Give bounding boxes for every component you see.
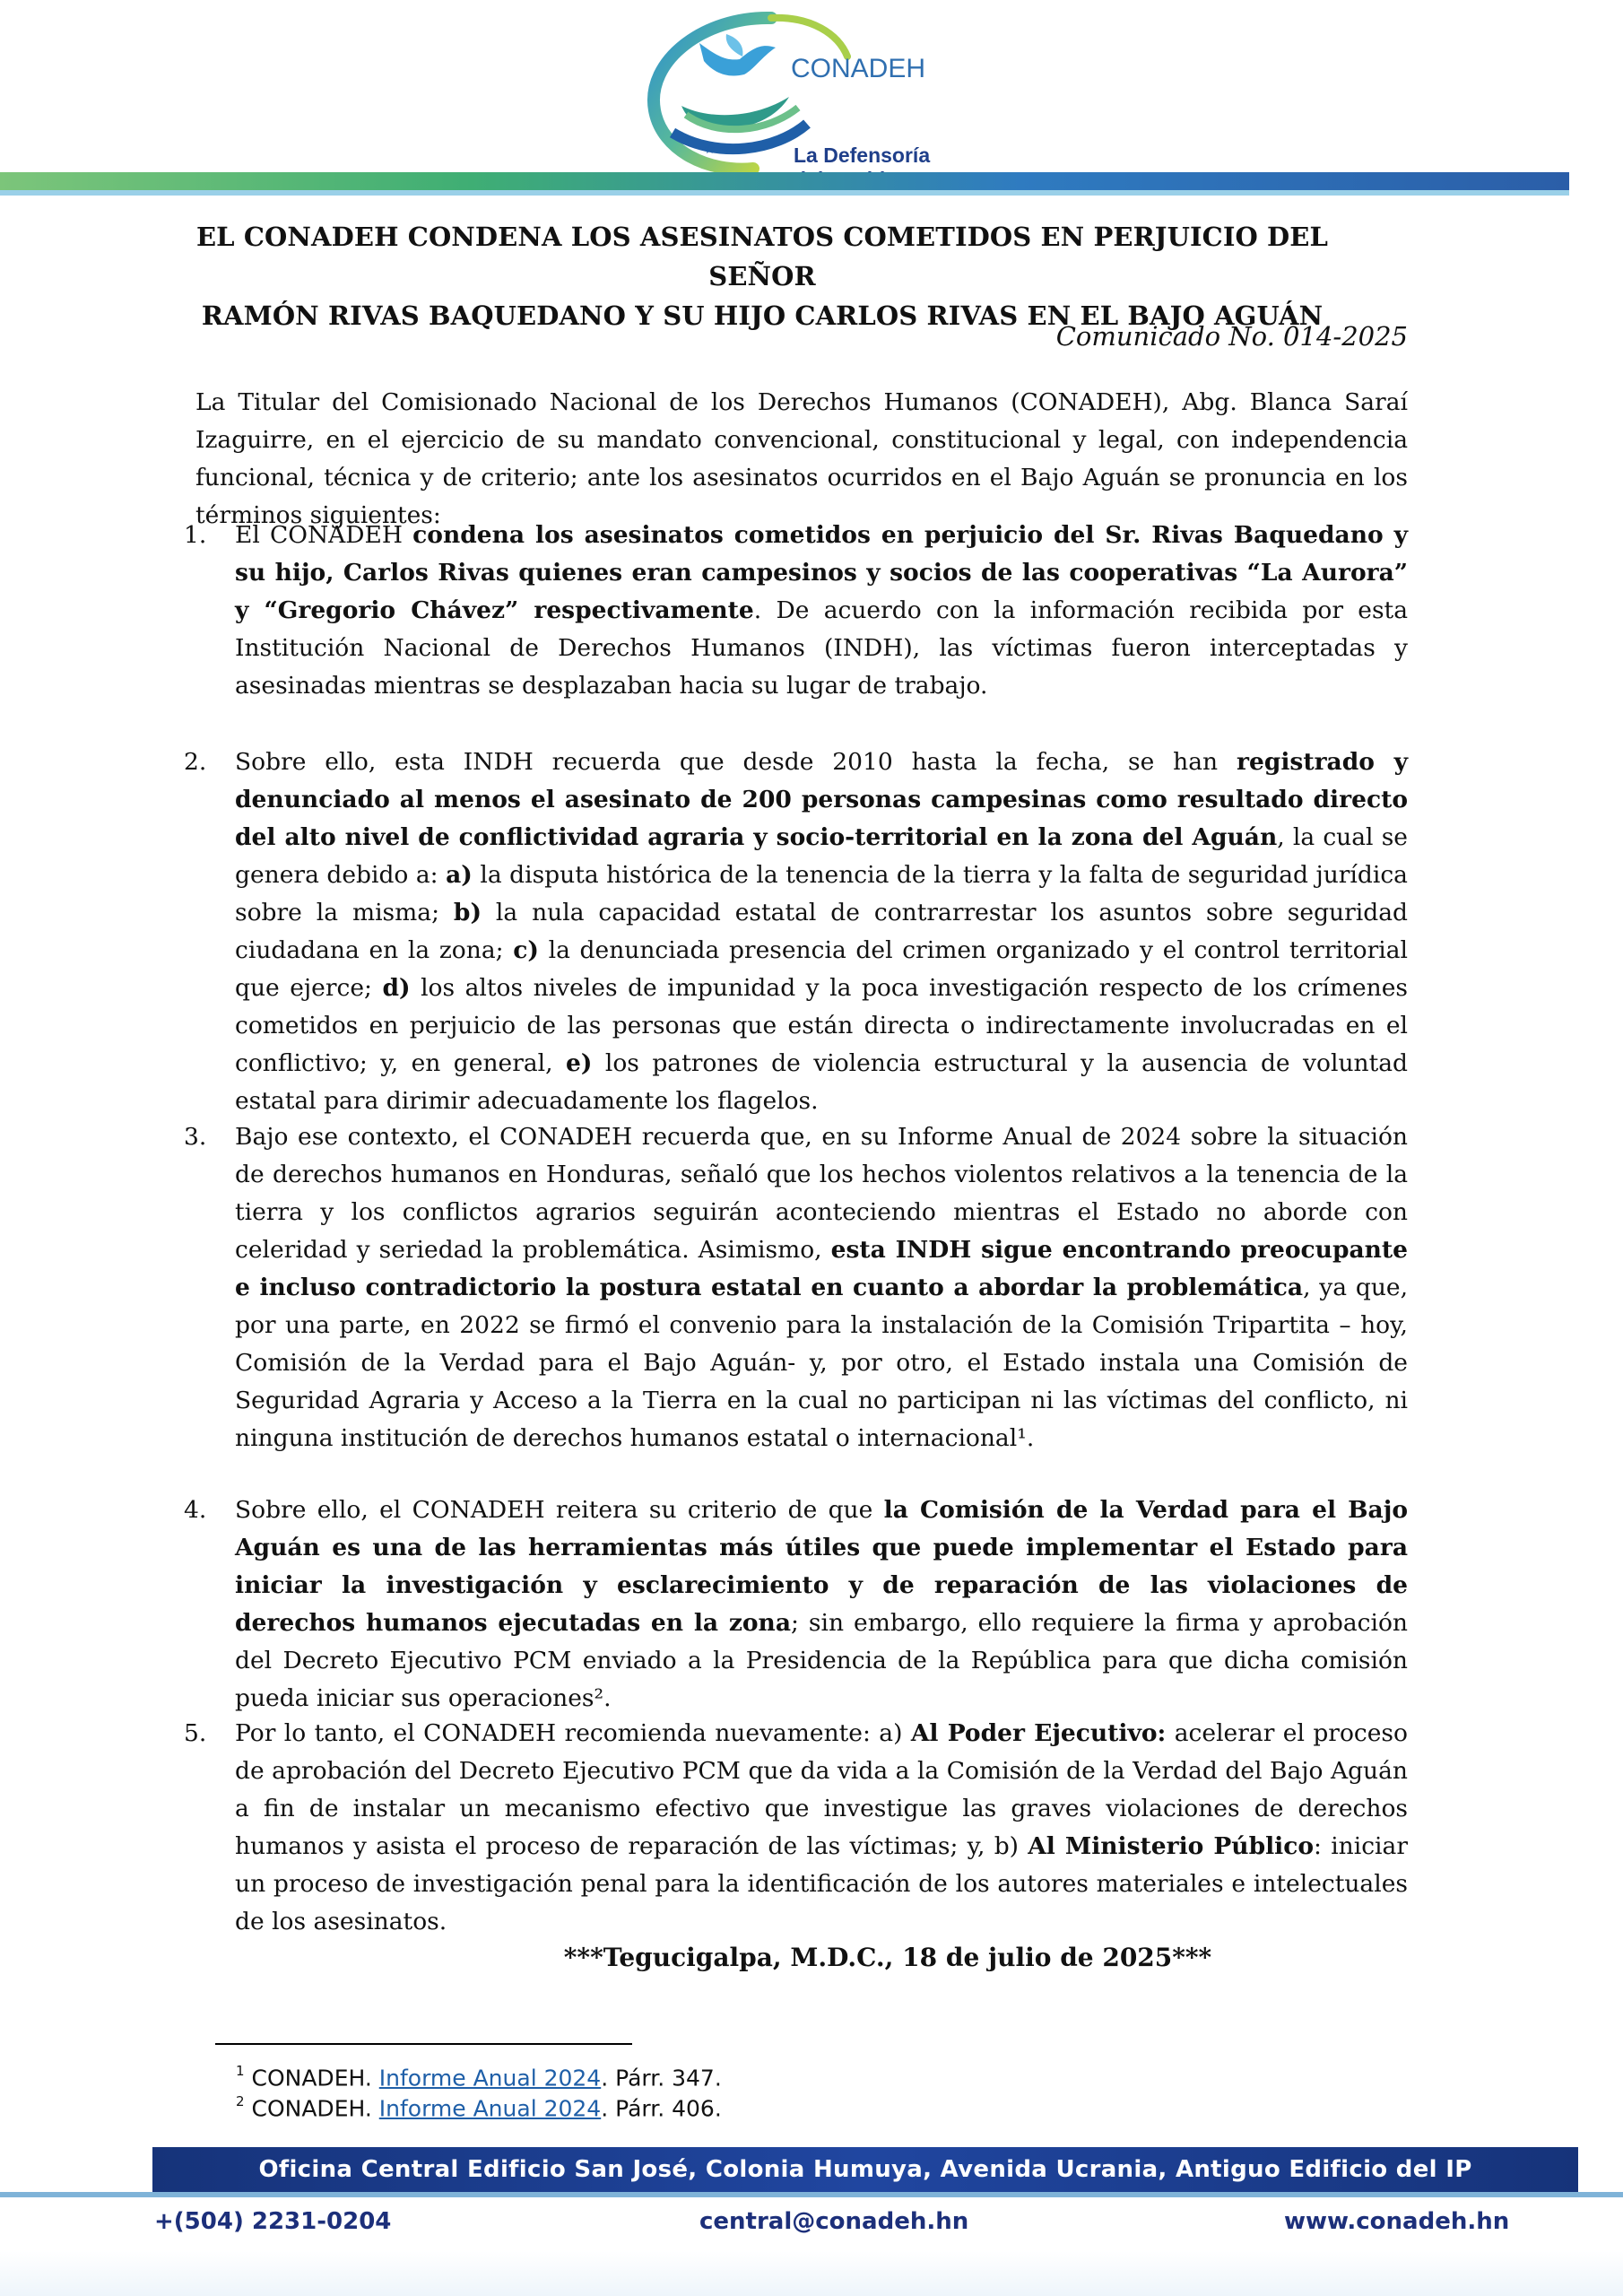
footnote-2 (236, 2088, 722, 2124)
svg-text:★ ★ ★: ★ ★ ★ (704, 143, 746, 157)
footnote-suffix: . Párr. 406. (601, 2095, 722, 2122)
footer-bottom (0, 2251, 1623, 2296)
footer-email[interactable]: central@conadeh.hn (699, 2208, 969, 2235)
bold-text-run: d) (382, 974, 411, 1002)
item-number: 2. (184, 748, 207, 776)
footnote-suffix: . Párr. 347. (601, 2065, 722, 2092)
conadeh-logo (619, 7, 950, 178)
header-bar (0, 172, 1569, 190)
item-text (235, 517, 1408, 705)
intro-paragraph: La Titular del Comisionado Nacional de los Derechos Humanos (CONADEH), Abg. Blanca Saraí Izaguirre, en el ejercicio de su mandato convencional, constitucional y legal, con independencia funcional, técnica y de criterio; ante los asesinatos ocurridos en el Bajo Aguán se pronuncia en los términos siguientes: (195, 388, 1408, 529)
place-date-signature: ***Tegucigalpa, M.D.C., 18 de julio de 2025*** (563, 1943, 1212, 1972)
title-line-2: RAMÓN RIVAS BAQUEDANO Y SU HIJO CARLOS RIVAS EN EL BAJO AGUÁN (201, 300, 1324, 331)
bold-text-run: c) (513, 936, 539, 964)
footnote-prefix: CONADEH. (251, 2065, 379, 2092)
item-number: 4. (184, 1496, 207, 1524)
item-2 (184, 744, 1408, 1120)
footer-address: Oficina Central Edificio San José, Colonia Humuya, Avenida Ucrania, Antiguo Edificio del IP (152, 2147, 1578, 2192)
text-run: la disputa histórica de la tenencia de la tierra y la falta de seguridad jurídica sobre la misma; (235, 861, 1408, 926)
text-run: , la cual se genera debido a: (235, 823, 1408, 889)
item-3 (184, 1118, 1408, 1457)
page-title (179, 217, 1345, 335)
bold-text-run: Al Ministerio Público (1028, 1832, 1315, 1860)
item-number: 1. (184, 521, 207, 549)
bold-text-run: esta INDH sigue encontrando preocupante e incluso contradictorio la postura estatal en cuanto a abordar la problemática (235, 1236, 1409, 1301)
item-number: 5. (184, 1719, 207, 1747)
bold-text-run: e) (566, 1049, 593, 1077)
footer-strip (0, 2192, 1623, 2197)
item-5 (184, 1715, 1408, 1941)
bold-text-run: Al Poder Ejecutivo: (910, 1719, 1167, 1747)
text-run: ; sin embargo, ello requiere la firma y aprobación del Decreto Ejecutivo PCM enviado a la Presidencia de la República para que dicha comisión pueda iniciar sus operaciones². (235, 1609, 1408, 1712)
footnote-prefix: CONADEH. (251, 2095, 379, 2122)
bold-text-run: a) (446, 861, 473, 889)
text-run: acelerar el proceso de aprobación del Decreto Ejecutivo PCM que da vida a la Comisión de la Verdad del Bajo Aguán a fin de instalar un mecanismo efectivo que investigue las graves violaciones de derechos humanos y asista el proceso de reparación de las víctimas; y, b) (235, 1719, 1408, 1860)
text-run: El CONADEH (235, 521, 413, 549)
text-run: Sobre ello, el CONADEH reitera su criterio de que (235, 1496, 884, 1524)
bold-text-run: b) (453, 899, 482, 926)
item-text (235, 1492, 1408, 1718)
text-run: Por lo tanto, el CONADEH recomienda nuevamente: a) (235, 1719, 911, 1747)
text-run: los altos niveles de impunidad y la poca investigación respecto de los crímenes cometidos en perjuicio de las personas que están directa o indirectamente involucradas en el conflictivo; y, en general, (235, 974, 1409, 1077)
bold-text-run: registrado y denunciado al menos el asesinato de 200 personas campesinas como resultado directo del alto nivel de conflictividad agraria y socio-territorial en la zona del Aguán (235, 748, 1408, 851)
text-run: . De acuerdo con la información recibida por esta Institución Nacional de Derechos Humanos (INDH), las víctimas fueron interceptadas y asesinadas mientras se desplazaban hacia su lugar de trabajo. (235, 596, 1409, 700)
text-run: : iniciar un proceso de investigación penal para la identificación de los autores materiales e intelectuales de los asesinatos. (235, 1832, 1409, 1935)
footer-website[interactable]: www.conadeh.hn (1284, 2208, 1510, 2235)
text-run: los patrones de violencia estructural y la ausencia de voluntad estatal para dirimir adecuadamente los flagelos. (235, 1049, 1408, 1115)
text-run: la denunciada presencia del crimen organizado y el control territorial que ejerce; (235, 936, 1408, 1002)
item-number: 3. (184, 1123, 207, 1151)
footnote-mark: 2 (236, 2093, 245, 2109)
text-run: , ya que, por una parte, en 2022 se firmó el convenio para la instalación de la Comisión Tripartita – hoy, Comisión de la Verdad para el Bajo Aguán- y, por otro, el Estado instala una Comisión de Seguridad Agraria y Acceso a la Tierra en la cual no participan ni las víctimas del conflicto, ni ninguna institución de derechos humanos estatal o internacional¹. (235, 1274, 1408, 1452)
item-4 (184, 1492, 1408, 1718)
logo-name: CONADEH (791, 54, 926, 83)
footnote-link[interactable]: Informe Anual 2024 (378, 2095, 602, 2122)
footnote-link[interactable]: Informe Anual 2024 (378, 2065, 602, 2092)
footnote-separator (215, 2043, 632, 2045)
text-run: Sobre ello, esta INDH recuerda que desde 2010 hasta la fecha, se han (235, 748, 1237, 776)
header-bar-accent (0, 190, 1569, 196)
title-line-1: EL CONADEH CONDENA LOS ASESINATOS COMETIDOS EN PERJUICIO DEL SEÑOR (195, 222, 1329, 291)
bold-text-run: condena los asesinatos cometidos en perjuicio del Sr. Rivas Baquedano y su hijo, Carlos Rivas quienes eran campesinos y socios de las cooperativas “La Aurora” y “Gregorio Chávez” respectivamente (235, 521, 1408, 624)
comunicado-number: Comunicado No. 014-2025 (1055, 321, 1408, 352)
text-run: Bajo ese contexto, el CONADEH recuerda que, en su Informe Anual de 2024 sobre la situación de derechos humanos en Honduras, señaló que los hechos violentos relativos a la tenencia de la tierra y los conflictos agrarios seguirán aconteciendo mientras el Estado no aborde con celeridad y seriedad la problemática. Asimismo, (235, 1123, 1408, 1264)
footer-phone: +(504) 2231-0204 (154, 2208, 392, 2235)
logo-tagline: La Defensoría (794, 144, 931, 167)
item-text (235, 744, 1408, 1120)
item-1 (184, 517, 1408, 705)
item-text (235, 1118, 1408, 1457)
text-run: la nula capacidad estatal de contrarrestar los asuntos sobre seguridad ciudadana en la zona; (235, 899, 1408, 964)
footnote-mark: 1 (236, 2063, 245, 2079)
bold-text-run: la Comisión de la Verdad para el Bajo Aguán es una de las herramientas más útiles que puede implementar el Estado para iniciar la investigación y esclarecimiento y de reparación de las violaciones de derechos humanos ejecutadas en la zona (235, 1496, 1408, 1637)
item-text (235, 1715, 1408, 1941)
